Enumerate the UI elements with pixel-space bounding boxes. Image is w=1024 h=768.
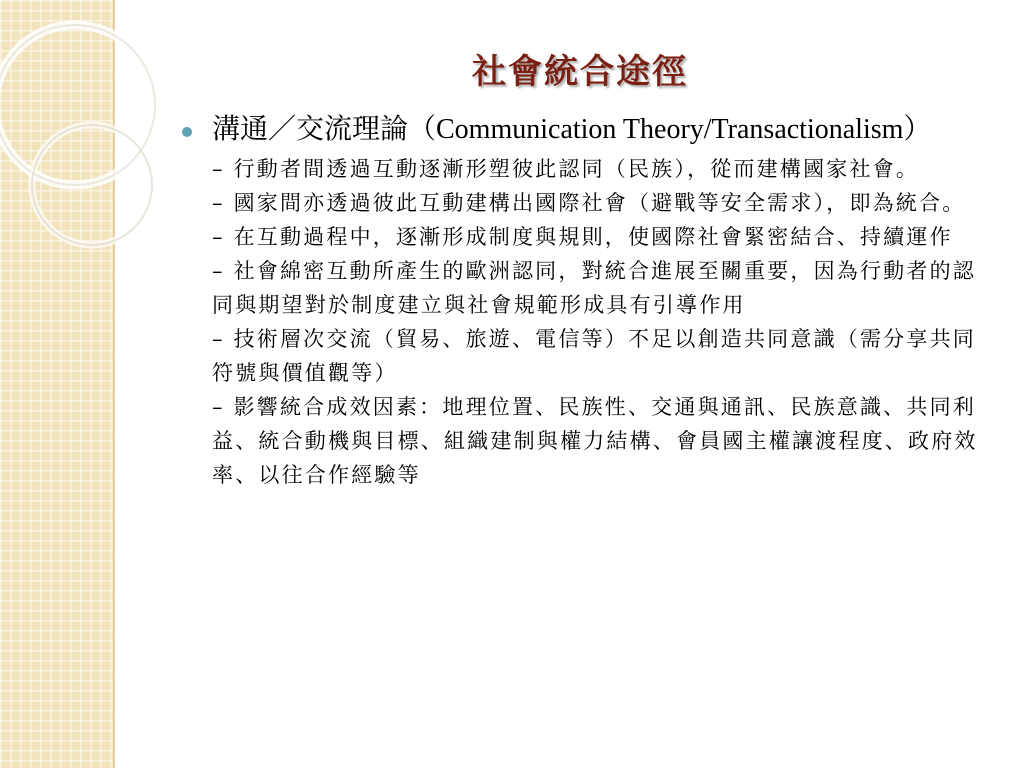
slide-content	[178, 112, 986, 492]
sub-item: – 在互動過程中，逐漸形成制度與規則，使國際社會緊密結合、持續運作	[212, 225, 953, 249]
sub-item: – 社會綿密互動所產生的歐洲認同，對統合進展至關重要，因為行動者的認同與期望對於制度建立與社會規範形成具有引導作用	[212, 259, 976, 317]
sub-item: – 影響統合成效因素：地理位置、民族性、交通與通訊、民族意識、共同利益、統合動機與目標、組織建制與權力結構、會員國主權讓渡程度、政府效率、以往合作經驗等	[212, 395, 978, 487]
sub-item: – 國家間亦透過彼此互動建構出國際社會（避戰等安全需求），即為統合。	[212, 191, 966, 215]
bullet-heading: 溝通／交流理論（Communication Theory/Transactionalism）	[212, 114, 932, 145]
bullet-dot-icon	[182, 127, 192, 137]
bullet-item	[178, 112, 986, 492]
slide-title: 社會統合途徑	[472, 52, 688, 92]
sub-item-list	[212, 152, 986, 492]
sub-item: – 技術層次交流（貿易、旅遊、電信等）不足以創造共同意識（需分享共同符號與價值觀等）	[212, 327, 976, 385]
bullet-body	[212, 112, 986, 492]
sub-item: – 行動者間透過互動逐漸形塑彼此認同（民族），從而建構國家社會。	[212, 157, 920, 181]
